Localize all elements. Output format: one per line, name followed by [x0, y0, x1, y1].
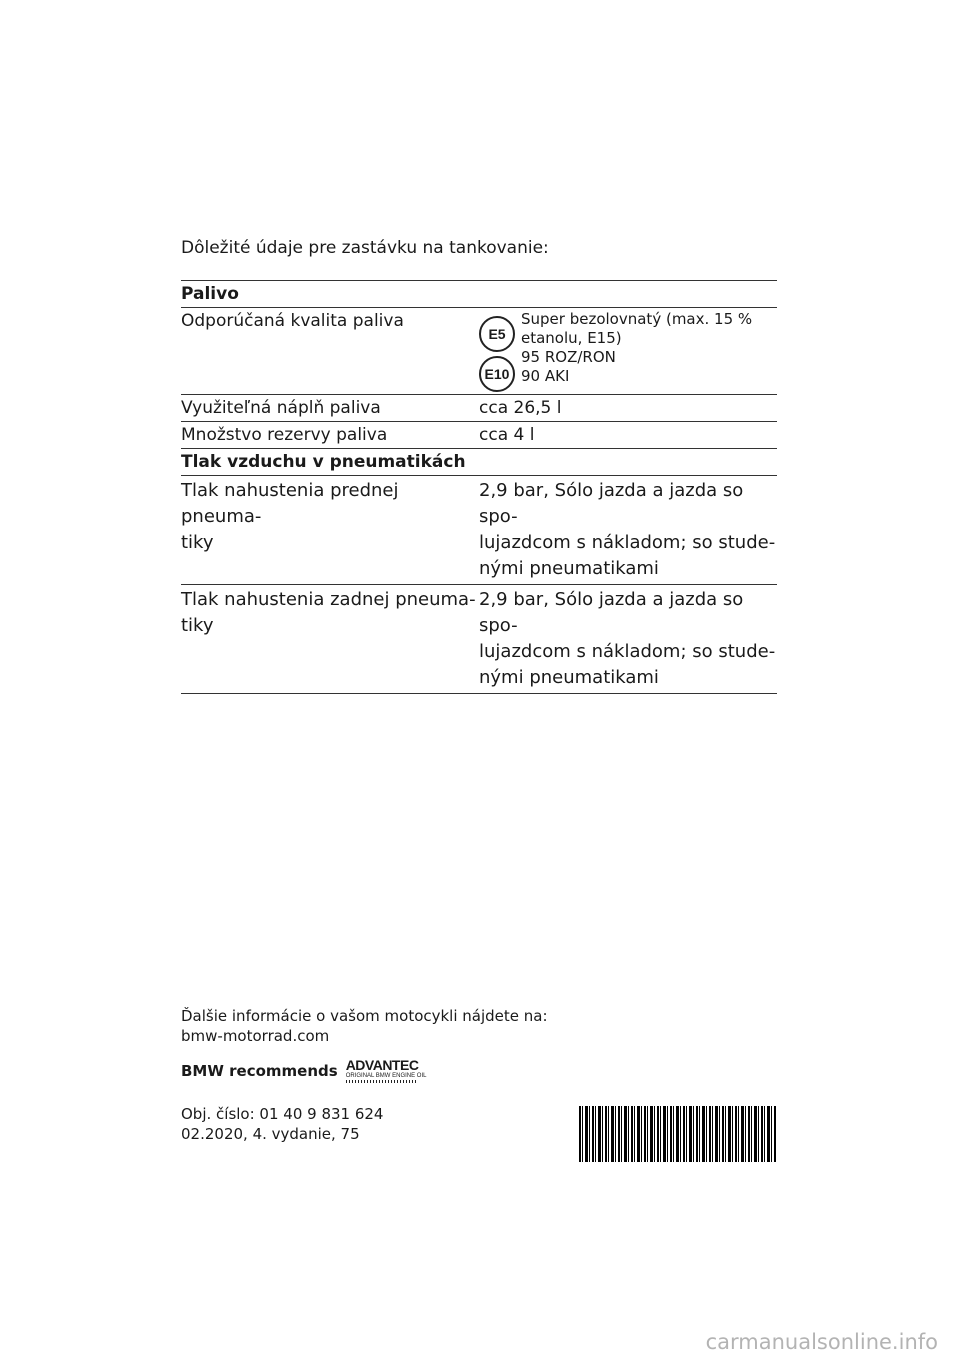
intro-text: Dôležité údaje pre zastávku na tankovanie: [181, 238, 549, 258]
section-tire-title: Tlak vzduchu v pneumatikách [181, 452, 466, 472]
row-usable-fuel [181, 394, 777, 421]
part-info [181, 1104, 383, 1144]
fuel-quality-label: Odporúčaná kvalita paliva [181, 311, 404, 331]
usable-fuel-value: cca 26,5 l [479, 398, 562, 418]
part-number: Obj. číslo: 01 40 9 831 624 [181, 1105, 384, 1123]
e5-fuel-icon: E5 [479, 316, 515, 352]
front-tire-value: 2,9 bar, Sólo jazda a jazda so spo- lujazdcom s nákladom; so stude- nými pneumatikami [479, 480, 776, 579]
section-fuel-title: Palivo [181, 284, 239, 304]
row-front-tire [181, 475, 777, 584]
e10-fuel-icon: E10 [479, 356, 515, 392]
reserve-fuel-label: Množstvo rezervy paliva [181, 425, 388, 445]
more-info: Ďalšie informácie o vašom motocykli nájdete na: bmw-motorrad.com [181, 1007, 548, 1045]
barcode [579, 1106, 777, 1162]
fuel-quality-value: Super bezolovnatý (max. 15 % etanolu, E15) 95 ROZ/RON 90 AKI [521, 310, 753, 385]
reserve-fuel-value: cca 4 l [479, 425, 535, 445]
recommendation [181, 1058, 426, 1083]
row-fuel-quality [181, 307, 777, 394]
rear-tire-value: 2,9 bar, Sólo jazda a jazda so spo- lujazdcom s nákladom; so stude- nými pneumatikami [479, 589, 776, 688]
section-tire [181, 448, 777, 475]
rear-tire-label: Tlak nahustenia zadnej pneuma- tiky [181, 589, 476, 636]
recommends-label: BMW recommends [181, 1061, 338, 1080]
usable-fuel-label: Využiteľná náplň paliva [181, 398, 381, 418]
logo-ticks [346, 1080, 416, 1083]
refuel-table [181, 280, 777, 694]
row-reserve-fuel [181, 421, 777, 448]
edition: 02.2020, 4. vydanie, 75 [181, 1125, 360, 1143]
watermark: carmanualsonline.info [705, 1330, 938, 1354]
row-rear-tire [181, 584, 777, 694]
section-fuel [181, 280, 777, 307]
website-link: bmw-motorrad.com [181, 1027, 330, 1045]
front-tire-label: Tlak nahustenia prednej pneuma- tiky [181, 480, 399, 553]
advantec-logo: ADVANTEC ORIGINAL BMW ENGINE OIL [346, 1058, 427, 1083]
